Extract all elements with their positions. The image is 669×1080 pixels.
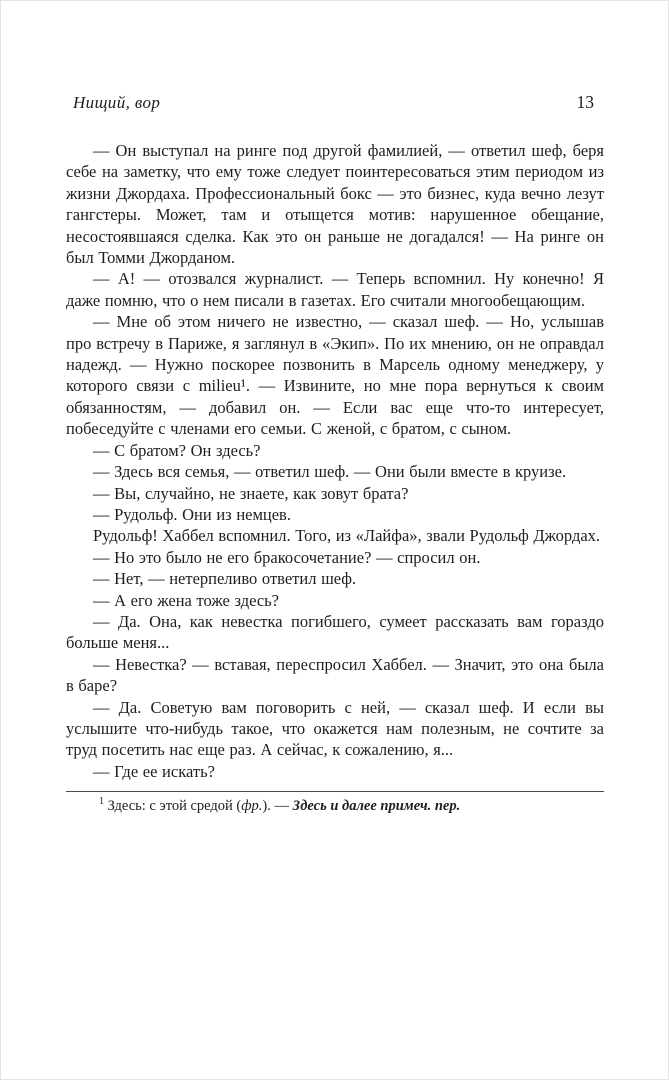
page-number: 13 xyxy=(576,92,594,112)
footnote-divider xyxy=(66,791,604,792)
footnote-area xyxy=(66,791,604,816)
footnote xyxy=(66,797,604,816)
footnote-separator-text: ). — xyxy=(262,798,293,815)
paragraph: Рудольф! Хаббел вспомнил. Того, из «Лайфа», звали Рудольф Джордах. xyxy=(93,526,601,546)
footnote-marker: 1 xyxy=(99,796,104,808)
page-body xyxy=(66,140,604,782)
paragraph: — Здесь вся семья, — ответил шеф. — Они были вместе в круизе. xyxy=(93,462,567,482)
paragraph: — Да. Советую вам поговорить с ней, — сказал шеф. И если вы услышите что-нибудь такое, что окажется нам полезным, не сочтите за труд посетить нас еще раз. А сейчас, к сожалению, я... xyxy=(66,697,604,760)
footnote-translator-note: Здесь и далее примеч. пер. xyxy=(292,798,461,815)
paragraph: — Мне об этом ничего не известно, — сказал шеф. — Но, услышав про встречу в Париже, я заглянул в «Экип». По их мнению, он не оправдал надежд. — Нужно поскорее позвонить в Марсель одному менеджеру, у которого связи с milieu¹. — Извините, но мне пора вернуться к своим обязанностям, — добавил он. — Если вас еще что-то интересует, побеседуйте с членами его семьи. С женой, с братом, с сыном. xyxy=(66,312,604,439)
paragraph: — Невестка? — вставая, переспросил Хаббел. — Значит, это она была в баре? xyxy=(66,654,604,696)
paragraph: — Он выступал на ринге под другой фамилией, — ответил шеф, беря себе на заметку, что ему тоже следует поинтересоваться этим периодом из жизни Джордаха. Профессиональный бокс — это бизнес, куда вечно лезут гангстеры. Может, там и отыщется мотив: нарушенное обещание, несостоявшаяся сделка. Как это он раньше не догадался! — На ринге он был Томми Джорданом. xyxy=(66,141,604,268)
paragraph: — А его жена тоже здесь? xyxy=(93,590,279,610)
paragraph: — Рудольф. Они из немцев. xyxy=(93,504,291,524)
paragraph: — Где ее искать? xyxy=(93,761,215,781)
paragraph: — С братом? Он здесь? xyxy=(93,440,261,460)
paragraph: — А! — отозвался журналист. — Теперь вспомнил. Ну конечно! Я даже помню, что о нем писали в газетах. Его считали многообещающим. xyxy=(66,269,604,310)
page-header xyxy=(66,91,604,114)
paragraph: — Нет, — нетерпеливо ответил шеф. xyxy=(93,569,357,589)
running-title: Нищий, вор xyxy=(73,93,161,112)
paragraph: — Да. Она, как невестка погибшего, сумеет рассказать вам гораздо больше меня... xyxy=(66,611,604,653)
footnote-text: Здесь: с этой средой ( xyxy=(104,798,242,815)
paragraph: — Вы, случайно, не знаете, как зовут брата? xyxy=(93,483,409,503)
footnote-lang-label: фр. xyxy=(241,798,263,815)
paragraph: — Но это было не его бракосочетание? — спросил он. xyxy=(93,547,481,567)
